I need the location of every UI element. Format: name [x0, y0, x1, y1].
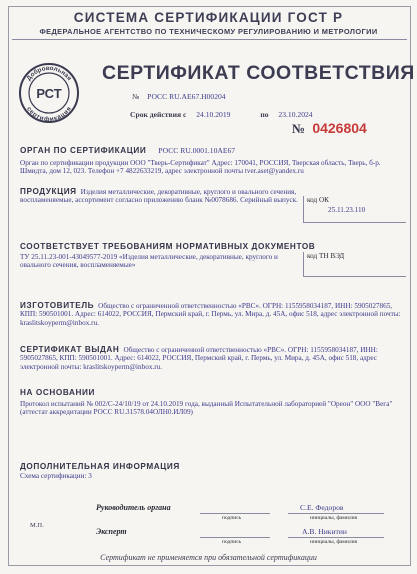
issued-text: Общество с ограниченной ответственностью «РВС». ОГРН: 1155958034187, ИНН: 5905027865, КПП: 590501001. Адрес: 614022, РОССИЯ, Пермский край, г. Пермь, ул. Мира, д. 45А, офис 518, адрес электронной почты: kraslitskoyperm@inbox.ru. [20, 346, 378, 371]
valid-from: 24.10.2019 [196, 110, 231, 119]
manufacturer-label: ИЗГОТОВИТЕЛЬ [20, 301, 95, 310]
logo-mark: РСТ [36, 86, 62, 101]
certificate-heading: СЕРТИФИКАТ СООТВЕТСТВИЯ [102, 62, 415, 84]
manufacturer-text: Общество с ограниченной ответственностью «РВС». ОГРН: 1155958034187, ИНН: 5905027865, КПП: 590501001. Адрес: 614022, РОССИЯ, Пермский край, г. Пермь, ул. Мира, д. 45А, офис 518, адрес электронной почты: kraslitskoyperm@inbox.ru. [20, 302, 401, 327]
logo-top-text: Добровольная [25, 64, 73, 83]
head-name: С.Е. Федоров [300, 503, 344, 512]
okpd-code: 25.11.23.110 [328, 206, 366, 215]
serial-row [292, 120, 367, 137]
issued-section [20, 346, 406, 371]
system-title: СИСТЕМА СЕРТИФИКАЦИИ ГОСТ Р [73, 10, 344, 25]
tnved-label: код ТН ВЭД [307, 252, 345, 260]
tnved-box [303, 252, 406, 277]
head-label: Руководитель органа [96, 503, 171, 512]
footer-note: Сертификат не применяется при обязательной сертификации [100, 553, 317, 562]
organ-section [20, 140, 405, 176]
organ-code: РОСС RU.0001.10АЕ67 [158, 146, 236, 155]
head-name-line [288, 513, 384, 514]
additional-label: ДОПОЛНИТЕЛЬНАЯ ИНФОРМАЦИЯ [20, 462, 180, 471]
product-text: Изделия металлические, декоративные, круглого и овального сечения, воспламеняемые, ассортимент согласно приложению бланк №0078686. Серийный выпуск. [20, 188, 298, 205]
requirements-label: СООТВЕТСТВУЕТ ТРЕБОВАНИЯМ НОРМАТИВНЫХ ДОКУМЕНТОВ [20, 242, 316, 251]
basis-text: Протокол испытаний № 002/С-24/10/19 от 24.10.2019 года, выданный Испытательной лабораторией "Ореон" ООО "Вега" (аттестат аккредитации РОСС RU.31578.04ОЛН0.ИЛ09) [20, 400, 393, 417]
serial-number: 0426804 [312, 120, 367, 136]
cert-number-label: № [132, 92, 140, 101]
svg-text:Добровольная [25, 65, 72, 82]
expert-sign-caption: подпись [222, 539, 242, 545]
basis-label: НА ОСНОВАНИИ [20, 388, 95, 397]
rst-logo-icon [18, 62, 80, 124]
manufacturer-section [20, 302, 406, 327]
expert-label: Эксперт [96, 527, 127, 536]
issued-label: СЕРТИФИКАТ ВЫДАН [20, 345, 120, 354]
head-signature-line [200, 513, 270, 514]
svg-text:сертификация [25, 105, 73, 123]
product-section [20, 188, 300, 205]
product-block [20, 188, 300, 205]
product-label: ПРОДУКЦИЯ [20, 187, 77, 196]
valid-to-label: по [260, 110, 269, 119]
expert-name-line [288, 537, 384, 538]
expert-name: А.В. Никитин [302, 527, 347, 536]
stamp-mark: М.П. [30, 522, 44, 529]
expert-initials-caption: инициалы, фамилия [310, 539, 358, 545]
logo-bottom-text: сертификация [25, 105, 73, 124]
validity-row [130, 110, 313, 119]
agency-title: ФЕДЕРАЛЬНОЕ АГЕНТСТВО ПО ТЕХНИЧЕСКОМУ РЕГУЛИРОВАНИЮ И МЕТРОЛОГИИ [39, 27, 378, 36]
cert-number-row [132, 92, 226, 101]
expert-signature-line [200, 537, 270, 538]
additional-text: Схема сертификации: 3 [20, 472, 92, 480]
head-initials-caption: инициалы, фамилия [310, 515, 358, 521]
cert-number: РОСС RU.АЕ67.Н00204 [147, 92, 226, 101]
serial-label: № [292, 121, 306, 136]
rst-logo [18, 62, 80, 124]
okpd-label: код ОК [307, 196, 329, 204]
valid-to: 23.10.2024 [278, 110, 313, 119]
validity-label: Срок действия с [130, 110, 187, 119]
okpd-box [303, 196, 406, 223]
head-sign-caption: подпись [222, 515, 242, 521]
organ-label: ОРГАН ПО СЕРТИФИКАЦИИ [20, 146, 147, 155]
header-rule [12, 39, 407, 40]
requirements-text: ТУ 25.11.23-001-43049577-2019 «Изделия металлические, декоративные, круглого и овального сечения, воспламеняемые» [20, 253, 278, 270]
organ-text: Орган по сертификации продукции ООО "Тверь-Сертификат" Адрес: 170041, РОССИЯ, Тверская область, Тверь, б-р. Шмидта, дом 12, 023. Телефон +7 4822633219, адрес электронной почты tver.aset@yandex.ru [20, 159, 381, 176]
